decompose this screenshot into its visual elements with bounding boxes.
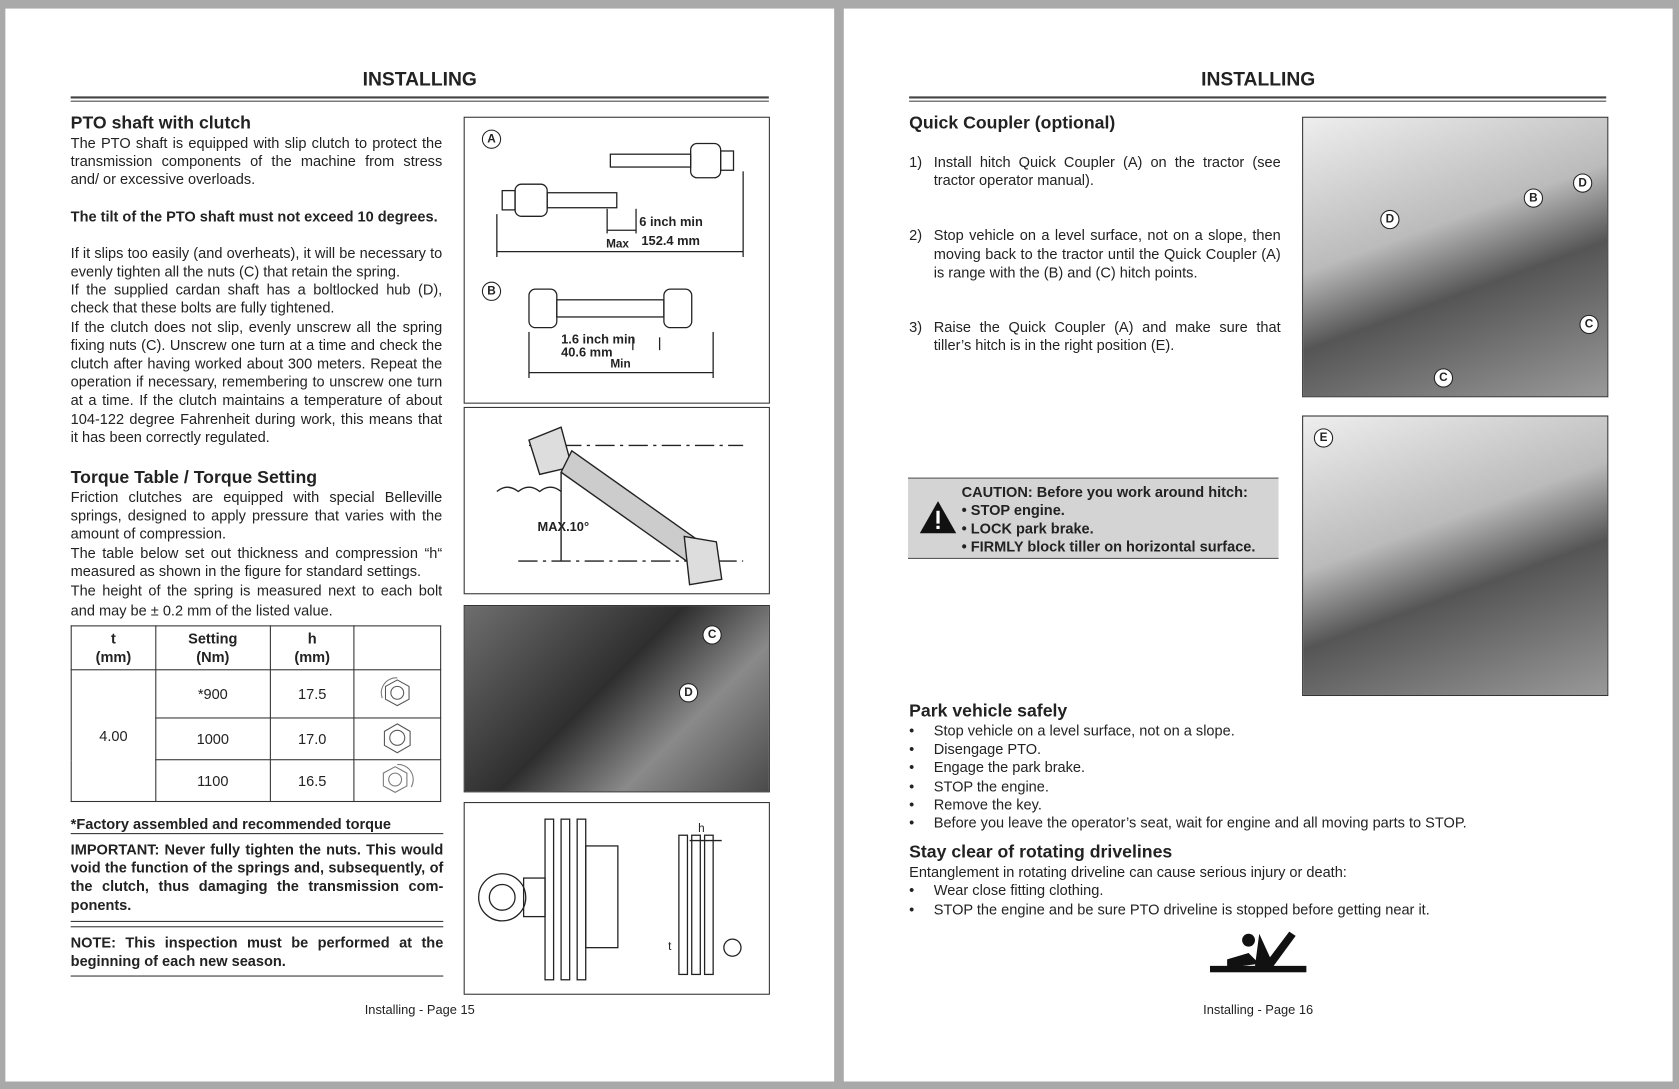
label-d: D bbox=[679, 683, 698, 702]
step: 3) Raise the Quick Coupler (A) and make sure that tiller’s hitch is in the right position (E). bbox=[909, 319, 1281, 354]
label-d: D bbox=[1380, 210, 1399, 229]
page-footer: Installing - Page 15 bbox=[364, 1002, 475, 1018]
dim-label: Min bbox=[610, 357, 631, 371]
quick-coupler-photo bbox=[1302, 117, 1608, 398]
driveline-entanglement-icon bbox=[1206, 927, 1313, 981]
col-icon bbox=[354, 626, 440, 670]
dim-label: 6 inch min bbox=[639, 214, 703, 230]
torque-p2: The table below set out thickness and compression “h“ measured as shown in the figure for standard settings. bbox=[70, 544, 443, 580]
page-16 bbox=[844, 9, 1673, 1082]
caution-box bbox=[908, 478, 1278, 559]
label-c: C bbox=[702, 625, 721, 644]
caution-item: • LOCK park brake. bbox=[961, 520, 1094, 537]
page-header: INSTALLING bbox=[1201, 68, 1316, 90]
table-row bbox=[71, 670, 440, 718]
pto-p2: If the supplied cardan shaft has a boltlocked hub (D), check that these bolts are fully tightened. bbox=[70, 281, 443, 317]
coupler-steps bbox=[909, 153, 1281, 355]
list-item: • Before you leave the operator’s seat, wait for engine and all moving parts to STOP. bbox=[909, 814, 1605, 832]
dim-label: 152.4 mm bbox=[641, 233, 700, 249]
torque-p1: Friction clutches are equipped with special Belleville springs, designed to apply pressure that varies with the amount of compression. bbox=[70, 489, 443, 543]
table-footnote: *Factory assembled and recommended torque bbox=[70, 816, 392, 833]
pto-p3: If the clutch does not slip, evenly unscrew all the spring fixing nuts (C). Unscrew one turn at a time and check the clutch after having worked about 300 meters. Repeat the operation if necessary, remembering to unscrew one turn at a time. If the clutch maintains a temperature of about 104-122 degree Fahrenheit during work, this means that it has been correctly regulated. bbox=[70, 318, 443, 446]
angle-label: MAX.10° bbox=[537, 519, 590, 535]
list-item: • Stop vehicle on a level surface, not on a slope. bbox=[909, 722, 1605, 740]
label-c: C bbox=[1434, 368, 1453, 387]
caution-title: CAUTION: Before you work around hitch: bbox=[961, 484, 1248, 501]
page-footer: Installing - Page 16 bbox=[1203, 1002, 1314, 1018]
label-b: B bbox=[482, 282, 501, 301]
list-item: • Disengage PTO. bbox=[909, 740, 1605, 758]
pto-intro: The PTO shaft is equipped with slip clutch to protect the transmission components of the machine from stress and/ or excessive overloads. bbox=[70, 134, 443, 188]
t-label: t bbox=[668, 940, 672, 954]
col-t: t (mm) bbox=[71, 626, 155, 670]
cell-h: 17.5 bbox=[270, 670, 354, 718]
cell-h: 16.5 bbox=[270, 760, 354, 802]
label-d: D bbox=[1573, 173, 1592, 192]
cell-h: 17.0 bbox=[270, 718, 354, 760]
inspection-note: NOTE: This inspection must be performed at the beginning of each new season. bbox=[70, 934, 444, 970]
drivelines-heading: Stay clear of rotating drivelines bbox=[909, 842, 1173, 863]
list-item: • STOP the engine. bbox=[909, 777, 1605, 795]
list-item: • STOP the engine and be sure PTO driveline is stopped before getting near it. bbox=[909, 900, 1605, 918]
pto-angle-drawing bbox=[465, 408, 769, 593]
label-a: A bbox=[482, 130, 501, 149]
page-15 bbox=[5, 9, 834, 1082]
hitch-position-photo bbox=[1302, 415, 1608, 696]
coupler-heading: Quick Coupler (optional) bbox=[909, 113, 1116, 133]
pto-p1: If it slips too easily (and overheats), it will be necessary to evenly tighten all the nuts (C) that retain the spring. bbox=[70, 245, 443, 280]
label-c: C bbox=[1579, 315, 1598, 334]
torque-p3: The height of the spring is measured next to each bolt and may be ± 0.2 mm of the listed value. bbox=[70, 582, 443, 619]
pto-length-figure bbox=[464, 117, 770, 404]
torque-heading: Torque Table / Torque Setting bbox=[70, 467, 318, 488]
page-header: INSTALLING bbox=[362, 68, 477, 90]
clutch-section-drawing bbox=[465, 803, 769, 994]
nut-tighten-icon bbox=[354, 760, 440, 802]
h-label: h bbox=[698, 822, 705, 836]
caution-item: • STOP engine. bbox=[961, 502, 1065, 519]
torque-table bbox=[71, 625, 441, 802]
park-heading: Park vehicle safely bbox=[909, 701, 1068, 721]
pto-tilt-warning: The tilt of the PTO shaft must not exceed 10 degrees. bbox=[70, 208, 438, 225]
col-setting: Setting (Nm) bbox=[156, 626, 270, 670]
nut-icon bbox=[354, 718, 440, 760]
list-item: • Engage the park brake. bbox=[909, 759, 1605, 777]
pto-angle-figure bbox=[464, 407, 770, 594]
cell-t: 4.00 bbox=[71, 670, 155, 802]
header-rule bbox=[71, 96, 769, 101]
warning-icon bbox=[919, 500, 958, 534]
pto-heading: PTO shaft with clutch bbox=[70, 113, 251, 133]
dim-label: Max bbox=[606, 237, 629, 251]
drivelines-list bbox=[909, 882, 1605, 919]
label-e: E bbox=[1314, 428, 1333, 447]
park-list bbox=[909, 722, 1605, 833]
cell-setting: 1000 bbox=[156, 718, 270, 760]
caution-item: • FIRMLY block tiller on horizontal surface. bbox=[961, 538, 1256, 555]
header-rule bbox=[909, 96, 1606, 101]
col-h: h (mm) bbox=[270, 626, 354, 670]
dim-label: 40.6 mm bbox=[561, 344, 613, 360]
nut-loosen-icon bbox=[354, 670, 440, 718]
list-item: • Wear close fitting clothing. bbox=[909, 882, 1605, 900]
clutch-section-figure bbox=[464, 802, 770, 995]
list-item: • Remove the key. bbox=[909, 795, 1605, 813]
step: 1) Install hitch Quick Coupler (A) on the tractor (see tractor operator manual). bbox=[909, 154, 1281, 189]
cell-setting: *900 bbox=[156, 670, 270, 718]
clutch-photo bbox=[464, 605, 770, 792]
drivelines-intro: Entanglement in rotating driveline can cause serious injury or death: bbox=[909, 864, 1347, 881]
important-note: IMPORTANT: Never fully tighten the nuts. This would void the function of the springs and, subsequently, of the clutch, thus damaging the transmission com-ponents. bbox=[70, 841, 444, 913]
dim-label: 1.6 inch min bbox=[561, 331, 636, 347]
step: 2) Stop vehicle on a level surface, not on a slope, then moving back to the tractor until the Quick Coupler (A) is range with the (B) and (C) hitch points. bbox=[909, 227, 1281, 281]
label-b: B bbox=[1524, 188, 1543, 207]
cell-setting: 1100 bbox=[156, 760, 270, 802]
